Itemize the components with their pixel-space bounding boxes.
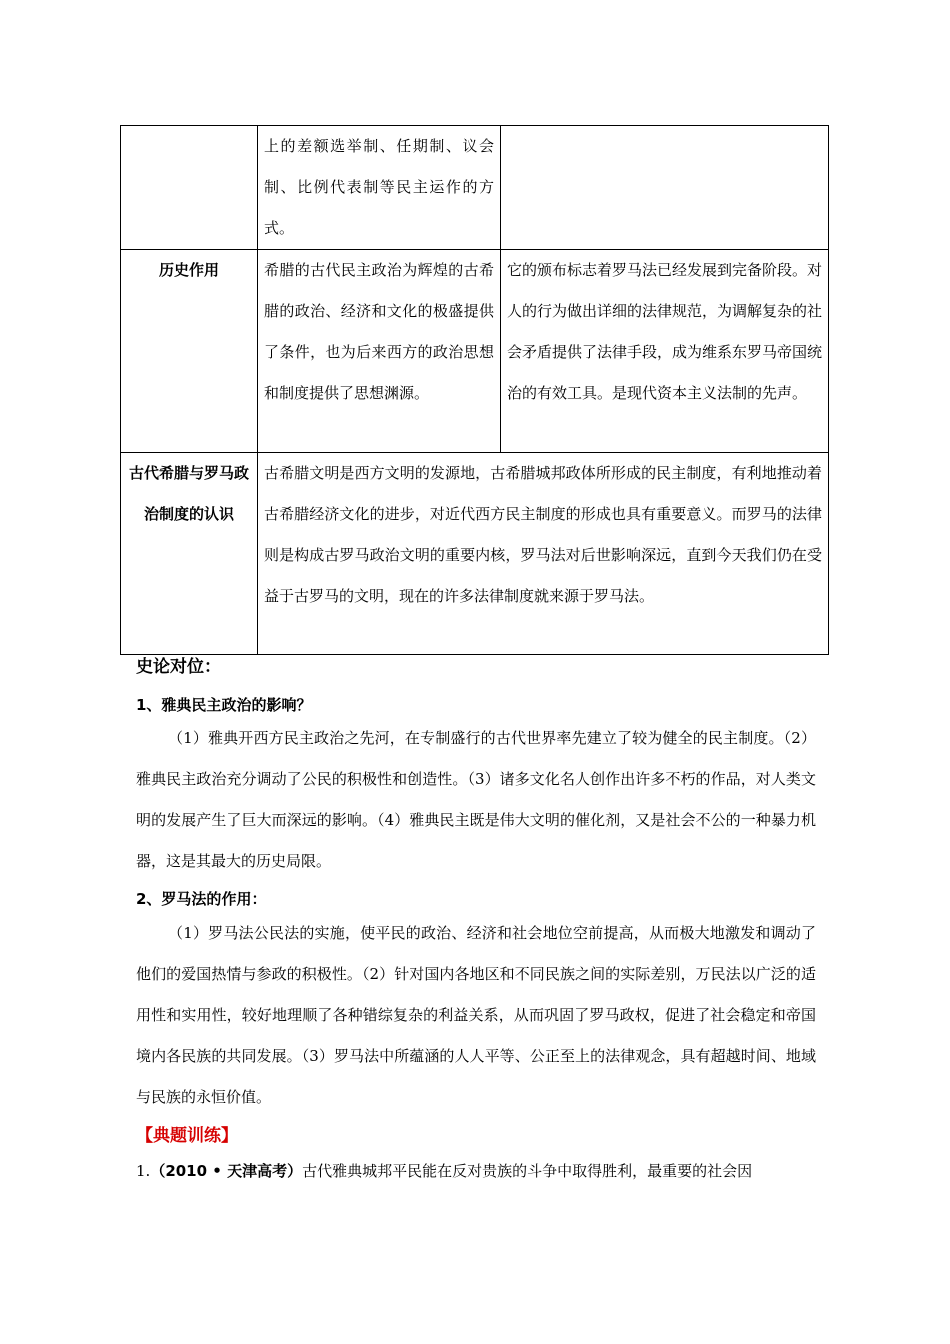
question-1-answer: （1）雅典开西方民主政治之先河，在专制盛行的古代世界率先建立了较为健全的民主制度。（2）雅典民主政治充分调动了公民的积极性和创造性。（3）诸多文化名人创作出许多不朽的作品，对人类文明的发展产生了巨大而深远的影响。（4）雅典民主既是伟大文明的催化剂，又是社会不公的一种暴力机器，这是其最大的历史局限。 xyxy=(136,729,816,870)
table-row xyxy=(121,126,829,250)
question-2-answer: （1）罗马法公民法的实施，使平民的政治、经济和社会地位空前提高，从而极大地激发和调动了他们的爱国热情与参政的积极性。（2）针对国内各地区和不同民族之间的实际差别，万民法以广泛的适用性和实用性，较好地理顺了各种错综复杂的利益关系，从而巩固了罗马政权，促进了社会稳定和帝国境内各民族的共同发展。（3）罗马法中所蕴涵的人人平等、公正至上的法律观念，具有超越时间、地域与民族的永恒价值。 xyxy=(136,924,816,1106)
understanding-cell: 古希腊文明是西方文明的发源地，古希腊城邦政体所形成的民主制度，有利地推动着古希腊经济文化的进步，对近代西方民主制度的形成也具有重要意义。而罗马的法律则是构成古罗马政治文明的重要内核，罗马法对后世影响深远，直到今天我们仍在受益于古罗马的文明，现在的许多法律制度就来源于罗马法。 xyxy=(258,453,829,655)
question-text: 古代雅典城邦平民能在反对贵族的斗争中取得胜利，最重要的社会因 xyxy=(302,1162,753,1180)
greece-cell: 希腊的古代民主政治为辉煌的古希腊的政治、经济和文化的极盛提供了条件，也为后来西方的政治思想和制度提供了思想渊源。 xyxy=(258,250,501,453)
table-row xyxy=(121,250,829,453)
question-number: 1. xyxy=(136,1162,151,1180)
rome-cell: 它的颁布标志着罗马法已经发展到完备阶段。对人的行为做出详细的法律规范，为调解复杂的社会矛盾提供了法律手段，成为维系东罗马帝国统治的有效工具。是现代资本主义法制的先声。 xyxy=(501,250,829,453)
practice-title: 【典题训练】 xyxy=(136,1126,238,1146)
section-title: 史论对位： xyxy=(136,657,221,677)
practice-question-1 xyxy=(136,1153,826,1189)
comparison-table xyxy=(120,125,829,655)
question-1-title: 1、雅典民主政治的影响？ xyxy=(136,696,312,714)
rome-cell xyxy=(501,126,829,250)
greece-cell: 上的差额选举制、任期制、议会制、比例代表制等民主运作的方式。 xyxy=(258,126,501,250)
question-2-title: 2、罗马法的作用： xyxy=(136,890,267,908)
row-label-cell xyxy=(121,126,258,250)
table-row xyxy=(121,453,829,655)
row-label-historical-role: 历史作用 xyxy=(121,250,258,453)
question-source: （2010 • 天津高考） xyxy=(150,1162,303,1180)
row-label-understanding: 古代希腊与罗马政治制度的认识 xyxy=(121,453,258,655)
